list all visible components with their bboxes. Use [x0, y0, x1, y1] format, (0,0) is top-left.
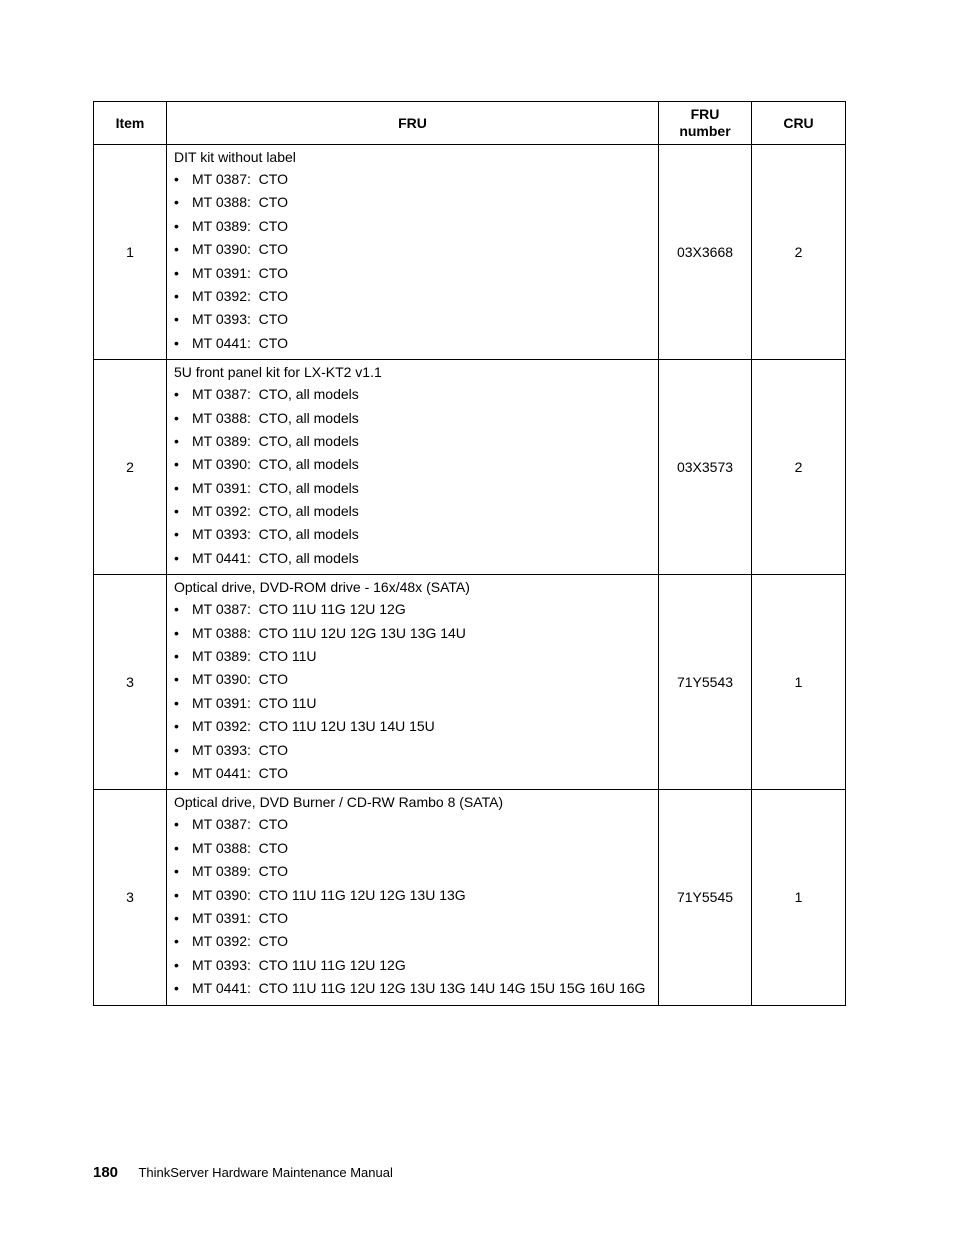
model-text: MT 0390: CTO 11U 11G 12U 12G 13U 13G — [192, 886, 466, 903]
bullet-icon: • — [174, 816, 179, 833]
bullet-icon: • — [174, 648, 179, 665]
list-item — [174, 954, 651, 977]
model-list — [174, 598, 651, 785]
list-item — [174, 547, 651, 570]
bullet-icon: • — [174, 601, 179, 618]
bullet-icon: • — [174, 432, 179, 449]
list-item — [174, 813, 651, 836]
list-item — [174, 308, 651, 331]
list-item — [174, 884, 651, 907]
list-item — [174, 837, 651, 860]
list-item — [174, 262, 651, 285]
bullet-icon: • — [174, 526, 179, 543]
list-item — [174, 383, 651, 406]
bullet-icon: • — [174, 624, 179, 641]
list-item — [174, 430, 651, 453]
table-row — [94, 575, 846, 790]
model-text: MT 0391: CTO — [192, 264, 288, 281]
cru-cell: 1 — [752, 575, 846, 790]
cru-cell: 2 — [752, 360, 846, 575]
list-item — [174, 285, 651, 308]
list-item — [174, 645, 651, 668]
model-text: MT 0389: CTO — [192, 863, 288, 880]
list-item — [174, 860, 651, 883]
bullet-icon: • — [174, 456, 179, 473]
fru-description-cell — [167, 575, 659, 790]
bullet-icon: • — [174, 933, 179, 950]
table-body — [94, 145, 846, 1006]
model-text: MT 0393: CTO — [192, 311, 288, 328]
model-text: MT 0390: CTO, all models — [192, 456, 359, 473]
bullet-icon: • — [174, 171, 179, 187]
list-item — [174, 622, 651, 645]
model-list — [174, 168, 651, 355]
item-cell: 3 — [94, 790, 167, 1005]
table-header-row — [94, 102, 846, 145]
model-text: MT 0388: CTO — [192, 194, 288, 211]
bullet-icon: • — [174, 764, 179, 781]
bullet-icon: • — [174, 287, 179, 304]
bullet-icon: • — [174, 886, 179, 903]
fru-title: DIT kit without label — [174, 149, 296, 165]
bullet-icon: • — [174, 863, 179, 880]
list-item — [174, 407, 651, 430]
bullet-icon: • — [174, 334, 179, 351]
model-text: MT 0387: CTO 11U 11G 12U 12G — [192, 601, 406, 618]
fru-title: 5U front panel kit for LX-KT2 v1.1 — [174, 364, 382, 381]
fru-number-cell: 71Y5545 — [659, 790, 752, 1005]
item-cell: 1 — [94, 145, 167, 360]
header-fru: FRU — [167, 102, 659, 145]
list-item — [174, 168, 651, 191]
fru-number-cell: 03X3573 — [659, 360, 752, 575]
model-text: MT 0392: CTO 11U 12U 13U 14U 15U — [192, 718, 435, 735]
bullet-icon: • — [174, 386, 179, 403]
model-text: MT 0390: CTO — [192, 241, 288, 258]
model-text: MT 0387: CTO — [192, 816, 288, 833]
model-text: MT 0393: CTO 11U 11G 12U 12G — [192, 956, 406, 973]
model-text: MT 0388: CTO 11U 12U 12G 13U 13G 14U — [192, 624, 466, 641]
fru-number-cell: 03X3668 — [659, 145, 752, 360]
bullet-icon: • — [174, 694, 179, 711]
list-item — [174, 191, 651, 214]
bullet-icon: • — [174, 409, 179, 426]
list-item — [174, 332, 651, 355]
model-text: MT 0391: CTO 11U — [192, 694, 317, 711]
bullet-icon: • — [174, 909, 179, 926]
list-item — [174, 500, 651, 523]
model-text: MT 0389: CTO — [192, 217, 288, 234]
table-row — [94, 145, 846, 360]
bullet-icon: • — [174, 956, 179, 973]
fru-table — [93, 101, 846, 1006]
fru-description-cell — [167, 360, 659, 575]
list-item — [174, 598, 651, 621]
header-cru: CRU — [752, 102, 846, 145]
fru-description-cell — [167, 145, 659, 360]
list-item — [174, 477, 651, 500]
list-item — [174, 668, 651, 691]
model-text: MT 0441: CTO 11U 11G 12U 12G 13U 13G 14U 14G 15U 15G 16U 16G — [192, 980, 646, 997]
bullet-icon: • — [174, 839, 179, 856]
list-item — [174, 739, 651, 762]
model-list — [174, 813, 651, 1000]
model-text: MT 0441: CTO — [192, 334, 288, 351]
model-list — [174, 383, 651, 570]
cru-cell: 2 — [752, 145, 846, 360]
model-text: MT 0391: CTO, all models — [192, 479, 359, 496]
list-item — [174, 930, 651, 953]
list-item — [174, 692, 651, 715]
header-fru-number-line1: FRU — [690, 106, 720, 122]
model-text: MT 0392: CTO — [192, 933, 288, 950]
bullet-icon: • — [174, 194, 179, 211]
model-text: MT 0393: CTO, all models — [192, 526, 359, 543]
bullet-icon: • — [174, 549, 179, 566]
model-text: MT 0391: CTO — [192, 909, 288, 926]
bullet-icon: • — [174, 671, 179, 688]
header-fru-number-line2: number — [679, 123, 731, 139]
list-item — [174, 453, 651, 476]
page-footer — [93, 1164, 393, 1182]
bullet-icon: • — [174, 264, 179, 281]
model-text: MT 0388: CTO — [192, 839, 288, 856]
list-item — [174, 215, 651, 238]
bullet-icon: • — [174, 217, 179, 234]
fru-description-cell — [167, 790, 659, 1005]
header-fru-number — [659, 102, 752, 145]
model-text: MT 0393: CTO — [192, 741, 288, 758]
model-text: MT 0441: CTO — [192, 764, 288, 781]
fru-title: Optical drive, DVD-ROM drive - 16x/48x (SATA) — [174, 579, 470, 596]
item-cell: 2 — [94, 360, 167, 575]
list-item — [174, 715, 651, 738]
model-text: MT 0441: CTO, all models — [192, 549, 359, 566]
cru-cell: 1 — [752, 790, 846, 1005]
bullet-icon: • — [174, 241, 179, 258]
table-row — [94, 790, 846, 1005]
list-item — [174, 238, 651, 261]
table-row — [94, 360, 846, 575]
page-number: 180 — [93, 1164, 119, 1181]
model-text: MT 0388: CTO, all models — [192, 409, 359, 426]
model-text: MT 0390: CTO — [192, 671, 288, 688]
list-item — [174, 907, 651, 930]
header-item: Item — [94, 102, 167, 145]
model-text: MT 0392: CTO — [192, 287, 288, 304]
bullet-icon: • — [174, 311, 179, 328]
bullet-icon: • — [174, 479, 179, 496]
model-text: MT 0389: CTO 11U — [192, 648, 317, 665]
manual-title: ThinkServer Hardware Maintenance Manual — [138, 1165, 393, 1180]
bullet-icon: • — [174, 718, 179, 735]
item-cell: 3 — [94, 575, 167, 790]
model-text: MT 0387: CTO — [192, 171, 288, 187]
bullet-icon: • — [174, 980, 179, 997]
model-text: MT 0389: CTO, all models — [192, 432, 359, 449]
model-text: MT 0392: CTO, all models — [192, 503, 359, 520]
bullet-icon: • — [174, 741, 179, 758]
fru-title: Optical drive, DVD Burner / CD-RW Rambo 8 (SATA) — [174, 794, 504, 811]
list-item — [174, 523, 651, 546]
fru-number-cell: 71Y5543 — [659, 575, 752, 790]
list-item — [174, 977, 651, 1000]
list-item — [174, 762, 651, 785]
bullet-icon: • — [174, 503, 179, 520]
model-text: MT 0387: CTO, all models — [192, 386, 359, 403]
